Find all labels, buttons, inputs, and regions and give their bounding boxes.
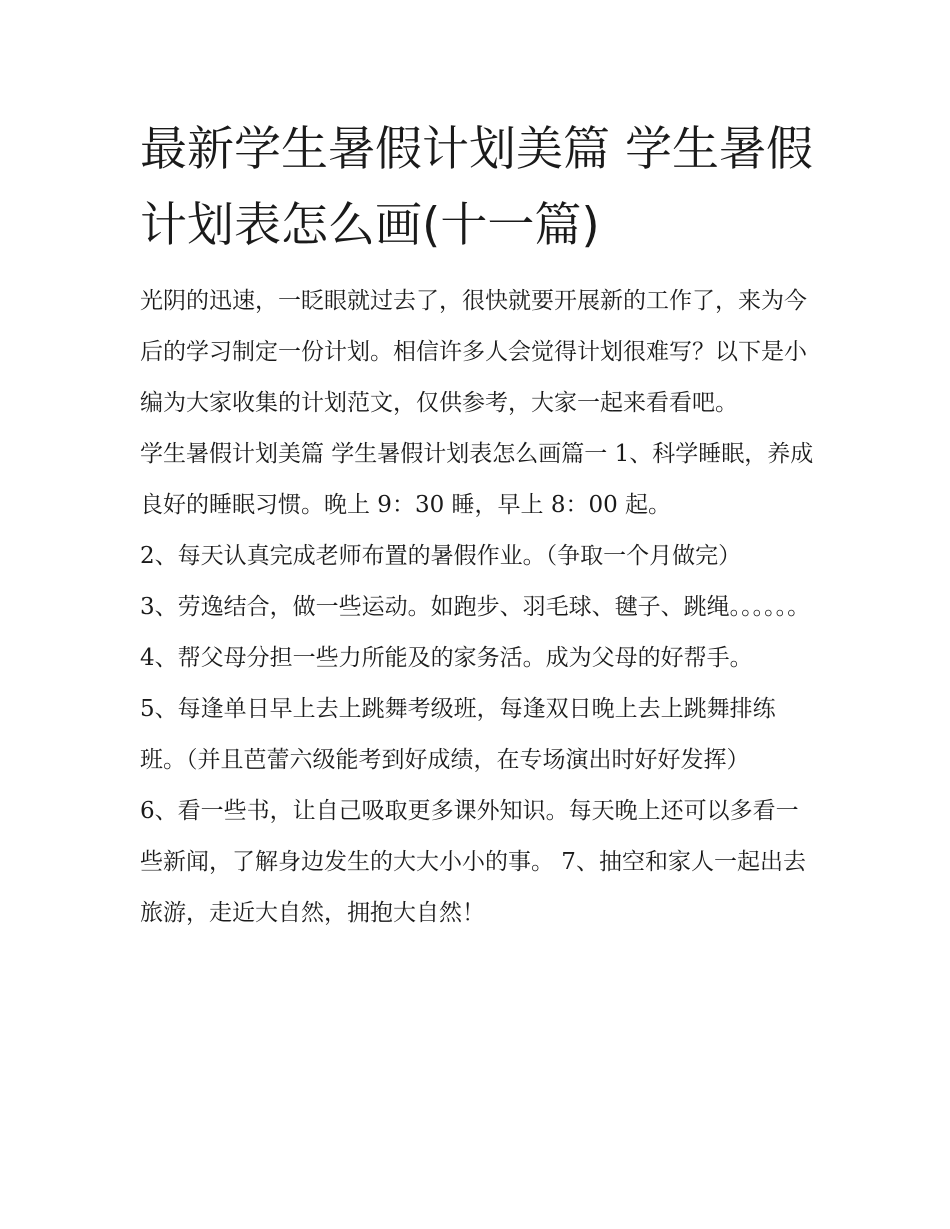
document-title: 最新学生暑假计划美篇 学生暑假计划表怎么画(十一篇) xyxy=(140,122,813,253)
document-body xyxy=(140,276,820,939)
plan-item-2: 2、每天认真完成老师布置的暑假作业。（争取一个月做完） xyxy=(140,543,742,569)
plan-item-1: 学生暑假计划美篇 学生暑假计划表怎么画篇一 1、科学睡眠，养成良好的睡眠习惯。晚上 9：30 睡，早上 8：00 起。 xyxy=(140,441,814,518)
plan-item-5: 5、每逢单日早上去上跳舞考级班，每逢双日晚上去上跳舞排练班。（并且芭蕾六级能考到好成绩，在专场演出时好好发挥） xyxy=(140,696,776,773)
plan-item-3: 3、劳逸结合，做一些运动。如跑步、羽毛球、毽子、跳绳。。。。。。 xyxy=(140,594,811,620)
plan-item-4: 4、帮父母分担一些力所能及的家务活。成为父母的好帮手。 xyxy=(140,645,753,671)
plan-item-6-7: 6、看一些书，让自己吸取更多课外知识。每天晚上还可以多看一些新闻，了解身边发生的大大小小的事。 7、抽空和家人一起出去旅游，走近大自然，拥抱大自然！ xyxy=(140,798,806,926)
intro-paragraph: 光阴的迅速，一眨眼就过去了，很快就要开展新的工作了，来为今后的学习制定一份计划。相信许多人会觉得计划很难写？以下是小编为大家收集的计划范文，仅供参考，大家一起来看看吧。 xyxy=(140,288,807,416)
